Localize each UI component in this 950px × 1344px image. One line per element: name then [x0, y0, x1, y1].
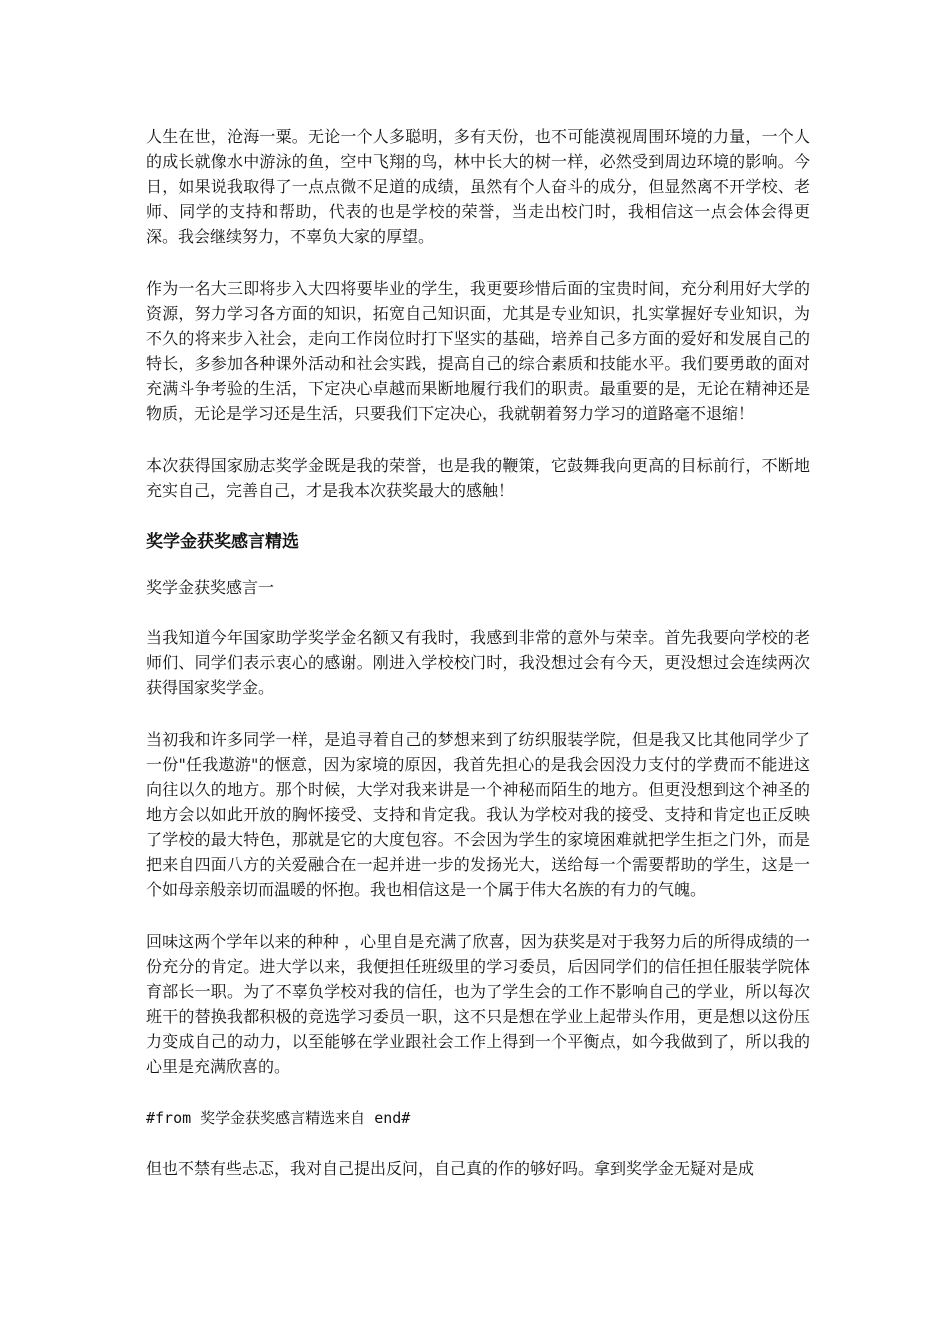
source-marker: #from 奖学金获奖感言精选来自 end# [146, 1109, 411, 1127]
body-paragraph-2: 当初我和许多同学一样，是追寻着自己的梦想来到了纺织服装学院，但是我又比其他同学少了一份"任我遨游"的惬意，因为家境的原因，我首先担心的是我会因没力支付的学费而不能进这向往以久的地方。那个时候，大学对我来讲是一个神秘而陌生的地方。但更没想到这个神圣的地方会以如此开放的胸怀接受、支持和肯定我。我认为学校对我的接受、支持和肯定也正反映了学校的最大特色，那就是它的大度包容。不会因为学生的家境困难就把学生拒之门外，而是把来自四面八方的关爱融合在一起并进一步的发扬光大，送给每一个需要帮助的学生，这是一个如母亲般亲切而温暖的怀抱。我也相信这是一个属于伟大名族的有力的气魄。 [146, 730, 810, 899]
intro-paragraph-3: 本次获得国家励志奖学金既是我的荣誉，也是我的鞭策，它鼓舞我向更高的目标前行，不断地充实自己，完善自己，才是我本次获奖最大的感触！ [146, 456, 810, 500]
intro-paragraph-2: 作为一名大三即将步入大四将要毕业的学生，我更要珍惜后面的宝贵时间，充分利用好大学的资源，努力学习各方面的知识，拓宽自己知识面，尤其是专业知识，扎实掌握好专业知识，为不久的将来步入社会，走向工作岗位时打下坚实的基础，培养自己多方面的爱好和发展自己的特长，多参加各种课外活动和社会实践，提高自己的综合素质和技能水平。我们要勇敢的面对充满斗争考验的生活，下定决心卓越而果断地履行我们的职责。最重要的是，无论在精神还是物质，无论是学习还是生活，只要我们下定决心，我就朝着努力学习的道路毫不退缩！ [146, 279, 810, 423]
intro-paragraph-1: 人生在世，沧海一粟。无论一个人多聪明，多有天份，也不可能漠视周围环境的力量，一个人的成长就像水中游泳的鱼，空中飞翔的鸟，林中长大的树一样，必然受到周边环境的影响。今日，如果说我取得了一点点微不足道的成绩，虽然有个人奋斗的成分，但显然离不开学校、老师、同学的支持和帮助，代表的也是学校的荣誉，当走出校门时，我相信这一点会体会得更深。我会继续努力，不辜负大家的厚望。 [146, 127, 810, 246]
subsection-heading: 奖学金获奖感言一 [146, 578, 275, 597]
body-paragraph-1: 当我知道今年国家助学奖学金名额又有我时，我感到非常的意外与荣幸。首先我要向学校的老师们、同学们表示衷心的感谢。刚进入学校校门时，我没想过会有今天，更没想过会连续两次获得国家奖学金。 [146, 628, 810, 697]
document-page [146, 124, 810, 1208]
closing-paragraph: 但也不禁有些忐忑，我对自己提出反问，自己真的作的够好吗。拿到奖学金无疑对是成 [146, 1159, 755, 1178]
body-paragraph-3: 回味这两个学年以来的种种 ，心里自是充满了欣喜，因为获奖是对于我努力后的所得成绩的一份充分的肯定。进大学以来，我便担任班级里的学习委员，后因同学们的信任担任服装学院体育部长一职。为了不辜负学校对我的信任，也为了学生会的工作不影响自己的学业，所以每次班干的替换我都积极的竞选学习委员一职，这不只是想在学业上起带头作用，更是想以这份压力变成自己的动力，以至能够在学业跟社会工作上得到一个平衡点，如今我做到了，所以我的心里是充满欣喜的。 [146, 932, 810, 1076]
section-heading: 奖学金获奖感言精选 [146, 532, 299, 552]
